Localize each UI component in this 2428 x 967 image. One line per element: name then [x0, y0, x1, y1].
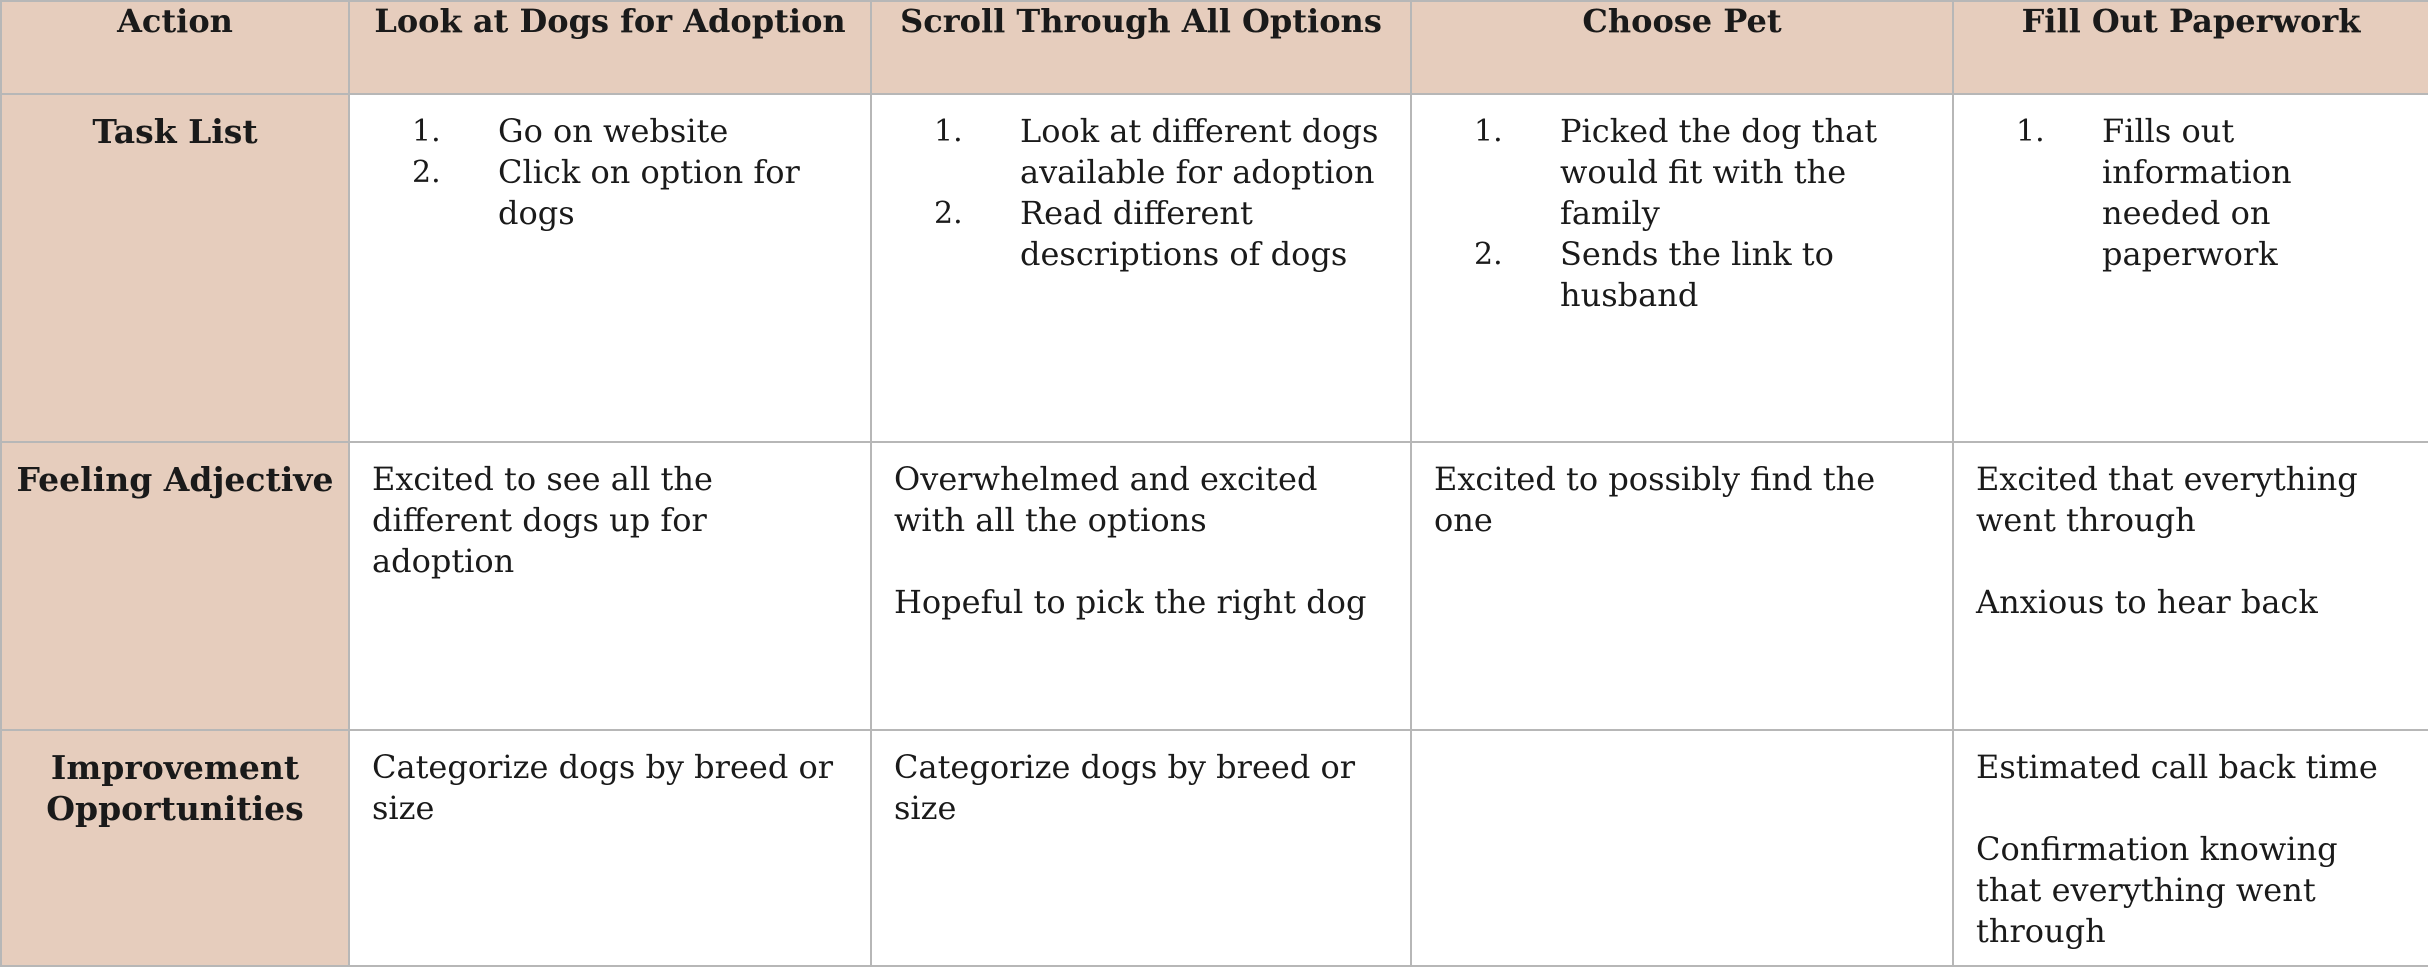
task-cell: [349, 94, 871, 442]
improvement-text: Estimated call back time: [1976, 748, 2378, 786]
task-number: 2.: [934, 196, 963, 231]
task-text: Picked the dog that would fit with the family: [1560, 112, 1878, 232]
feeling-text: Excited to possibly find the one: [1434, 460, 1876, 539]
feeling-text: Excited to see all the different dogs up for adoption: [372, 460, 713, 580]
feeling-cell: [1411, 442, 1953, 730]
feeling-text: Excited that everything went through: [1976, 460, 2358, 539]
task-item: [872, 111, 1396, 193]
task-number: 1.: [2016, 114, 2045, 149]
task-list: [872, 95, 1410, 275]
task-text: Read different descriptions of dogs: [1020, 194, 1348, 273]
task-list: [1412, 95, 1952, 316]
feeling-label: Feeling Adjective: [1, 442, 349, 730]
task-text: Sends the link to husband: [1560, 235, 1834, 314]
feeling-text: Hopeful to pick the right dog: [894, 583, 1367, 621]
task-number: 1.: [934, 114, 963, 149]
task-text: Look at different dogs available for adoption: [1020, 112, 1379, 191]
task-item: [1954, 111, 2414, 275]
improvement-cell-empty: [1411, 730, 1953, 966]
feeling-text: Anxious to hear back: [1976, 583, 2318, 621]
task-item: [350, 152, 856, 234]
task-number: 2.: [1474, 237, 1503, 272]
header-choose-pet: Choose Pet: [1411, 1, 1953, 94]
feeling-cell: [1953, 442, 2428, 730]
task-cell: [1411, 94, 1953, 442]
task-list: [350, 95, 870, 234]
header-fill-paperwork: Fill Out Paperwork: [1953, 1, 2428, 94]
task-item: [1412, 111, 1938, 234]
improvement-text: Categorize dogs by breed or size: [372, 748, 834, 827]
task-cell: [871, 94, 1411, 442]
improvement-text: Categorize dogs by breed or size: [894, 748, 1356, 827]
feeling-cell: [349, 442, 871, 730]
feeling-text: Overwhelmed and excited with all the options: [894, 460, 1318, 539]
task-list: [1954, 95, 2428, 275]
header-scroll-options: Scroll Through All Options: [871, 1, 1411, 94]
task-text: Fills out information needed on paperwork: [2102, 112, 2292, 273]
improvement-label: Improvement Opportunities: [1, 730, 349, 966]
task-item: [1412, 234, 1938, 316]
task-list-row: [1, 94, 2428, 442]
task-text: Click on option for dogs: [498, 153, 800, 232]
task-text: Go on website: [498, 112, 729, 150]
task-item: [872, 193, 1396, 275]
task-list-label: Task List: [1, 94, 349, 442]
feeling-cell: [871, 442, 1411, 730]
header-row: [1, 1, 2428, 94]
header-action: Action: [1, 1, 349, 94]
improvement-row: [1, 730, 2428, 966]
task-number: 1.: [412, 114, 441, 149]
improvement-cell: [1953, 730, 2428, 966]
task-number: 1.: [1474, 114, 1503, 149]
header-look-at-dogs: Look at Dogs for Adoption: [349, 1, 871, 94]
feeling-row: [1, 442, 2428, 730]
task-item: [350, 111, 856, 152]
task-cell: [1953, 94, 2428, 442]
improvement-cell: [349, 730, 871, 966]
improvement-cell: [871, 730, 1411, 966]
improvement-text: Confirmation knowing that everything went through: [1976, 830, 2338, 950]
task-number: 2.: [412, 155, 441, 190]
